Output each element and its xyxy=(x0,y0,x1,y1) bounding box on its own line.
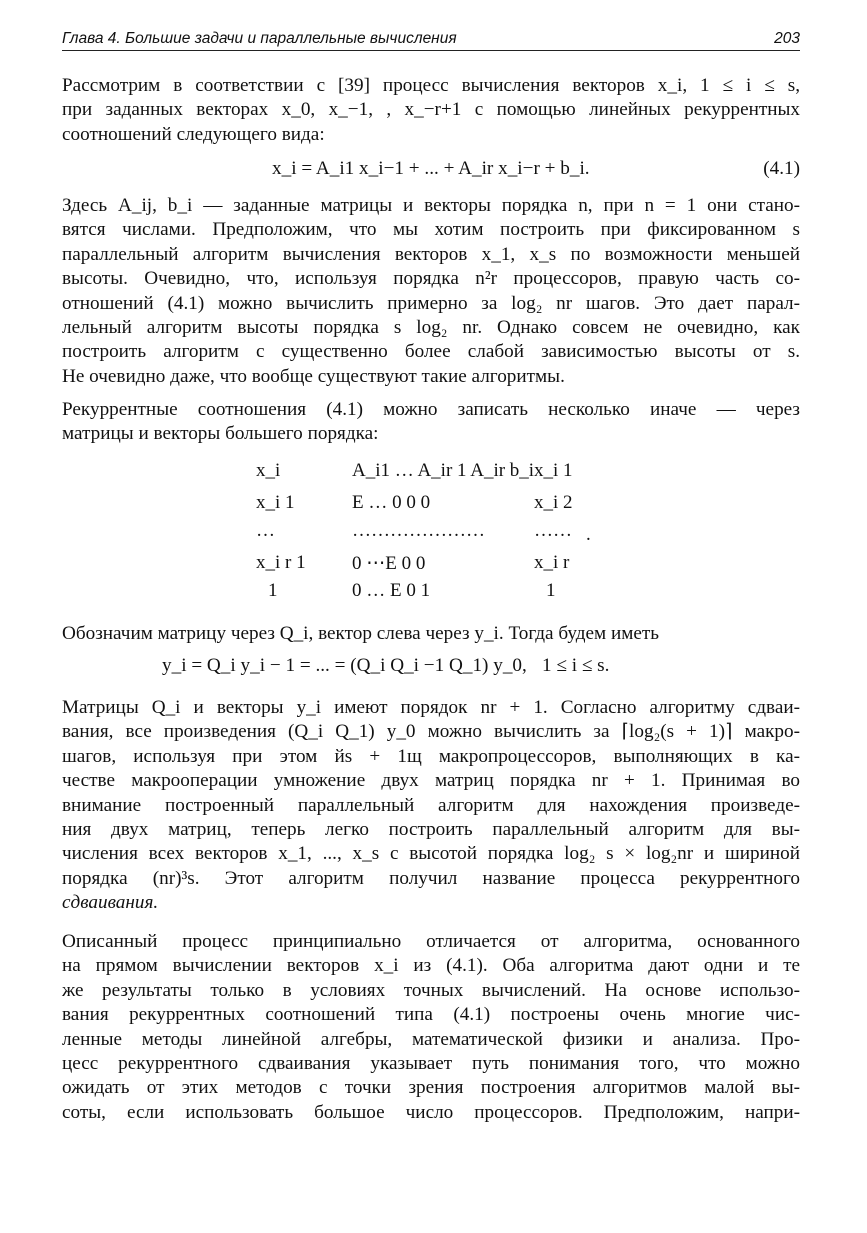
page-number: 203 xyxy=(774,30,800,47)
p2-line-7: построить алгоритм с существенно более слабой зависимостью высоты от s. xyxy=(62,341,800,363)
p6-line-3: же результаты только в условиях точных вычислений. На основе использо- xyxy=(62,979,800,1001)
matrix-mid-row-4: 0 ⋯E 0 0 xyxy=(352,553,426,574)
paragraph-3 xyxy=(62,398,800,447)
p5-line-7: числения всех векторов x_1, ..., x_s с высотой порядка log₂ s × log₂nr и шириной xyxy=(62,843,800,865)
book-page xyxy=(62,0,800,1233)
matrix-left-row-4: x_i r 1 xyxy=(256,552,306,573)
p5-line-6: ния двух матриц, теперь легко построить параллельный алгоритм для вы- xyxy=(62,819,800,841)
equation-4-1: x_i = A_i1 x_i−1 + ... + A_ir x_i−r + b_i. xyxy=(272,158,590,179)
p1-line-1: Рассмотрим в соответствии с [39] процесс вычисления векторов x_i, 1 ≤ i ≤ s, xyxy=(62,75,800,96)
matrix-right-row-1: x_i 1 xyxy=(534,460,573,481)
p4-line-1: Обозначим матрицу через Q_i, вектор слева через y_i. Тогда будем иметь xyxy=(62,623,660,644)
equation-2-condition: 1 ≤ i ≤ s. xyxy=(542,655,610,676)
p5-line-1: Матрицы Q_i и векторы y_i имеют порядок nr + 1. Согласно алгоритму сдваи- xyxy=(62,697,800,718)
p6-line-6: цесс рекуррентного сдваивания указывает путь понимания того, что можно xyxy=(62,1053,800,1075)
matrix-mid-row-1: A_i1 … A_ir 1 A_ir b_i xyxy=(352,460,535,481)
matrix-trailing-dot: . xyxy=(586,524,591,545)
p2-line-5: отношений (4.1) можно вычислить примерно за log₂ nr шагов. Это дает парал- xyxy=(62,292,800,314)
p5-line-8: порядка (nr)³s. Этот алгоритм получил название процесса рекуррентного xyxy=(62,867,800,889)
chapter-title: Глава 4. Большие задачи и параллельные вычисления xyxy=(62,30,457,47)
matrix-left-row-5: 1 xyxy=(268,580,278,601)
equation-number: (4.1) xyxy=(763,158,800,179)
p6-line-8: соты, если использовать большое число процессоров. Предположим, напри- xyxy=(62,1101,800,1123)
p2-line-2: вятся числами. Предположим, что мы хотим построить при фиксированном s xyxy=(62,219,800,241)
matrix-left-row-2: x_i 1 xyxy=(256,492,295,513)
matrix-right-row-2: x_i 2 xyxy=(534,492,573,513)
p6-line-2: на прямом вычислении векторов x_i из (4.1). Оба алгоритма дают одни и те xyxy=(62,955,800,977)
p2-line-6: лельный алгоритм высоты порядка s log₂ nr. Однако совсем не очевидно, как xyxy=(62,317,800,339)
matrix-right-row-4: x_i r xyxy=(534,552,570,573)
p5-line-9: сдваивания. xyxy=(62,892,159,914)
paragraph-2 xyxy=(62,194,800,389)
p2-line-3: параллельный алгоритм вычисления векторов x_1, x_s по возможности меньшей xyxy=(62,243,800,265)
p6-line-4: вания рекуррентных соотношений типа (4.1) построены очень многие чис- xyxy=(62,1004,800,1026)
equation-2: y_i = Q_i y_i − 1 = ... = (Q_i Q_i −1 Q_1) y_0, xyxy=(162,655,527,676)
p5-line-5: внимание построенный параллельный алгоритм для нахождения произведе- xyxy=(62,794,800,816)
p2-line-4: высоты. Очевидно, что, используя порядка n²r процессоров, правую часть со- xyxy=(62,268,800,290)
p1-line-3: соотношений следующего вида: xyxy=(62,123,325,145)
p5-line-3: шагов, используя при этом йs + 1щ макропроцессоров, выполняющих в ка- xyxy=(62,745,800,767)
running-header xyxy=(62,28,800,51)
paragraph-1 xyxy=(62,74,800,147)
matrix-left-row-1: x_i xyxy=(256,460,281,481)
matrix-mid-row-3: ………………… xyxy=(352,520,485,541)
matrix-mid-row-5: 0 … E 0 1 xyxy=(352,580,431,601)
paragraph-4 xyxy=(62,622,800,646)
p1-line-2: при заданных векторах x_0, x_−1, , x_−r+1 с помощью линейных рекуррентных xyxy=(62,99,800,121)
p2-line-8: Не очевидно даже, что вообще существуют такие алгоритмы. xyxy=(62,365,565,387)
p5-line-2: вания, все произведения (Q_i Q_1) y_0 можно вычислить за ⌈log₂(s + 1)⌉ макро- xyxy=(62,721,800,743)
matrix-left-row-3: … xyxy=(256,520,275,541)
p6-line-1: Описанный процесс принципиально отличается от алгоритма, основанного xyxy=(62,931,800,952)
p3-line-2: матрицы и векторы большего порядка: xyxy=(62,423,379,445)
p6-line-7: ожидать от этих методов с точки зрения построения алгоритмов малой вы- xyxy=(62,1077,800,1099)
matrix-mid-row-2: E … 0 0 0 xyxy=(352,492,431,513)
p3-line-1: Рекуррентные соотношения (4.1) можно записать несколько иначе — через xyxy=(62,399,800,420)
matrix-right-row-3: …… xyxy=(534,520,572,541)
p2-line-1: Здесь A_ij, b_i — заданные матрицы и векторы порядка n, при n = 1 они стано- xyxy=(62,195,800,216)
paragraph-5 xyxy=(62,696,800,916)
p5-line-4: честве макрооперации умножение двух матриц порядка nr + 1. Принимая во xyxy=(62,770,800,792)
matrix-right-row-5: 1 xyxy=(546,580,556,601)
p6-line-5: ленные методы линейной алгебры, математической физики и анализа. Про- xyxy=(62,1028,800,1050)
paragraph-6 xyxy=(62,930,800,1125)
